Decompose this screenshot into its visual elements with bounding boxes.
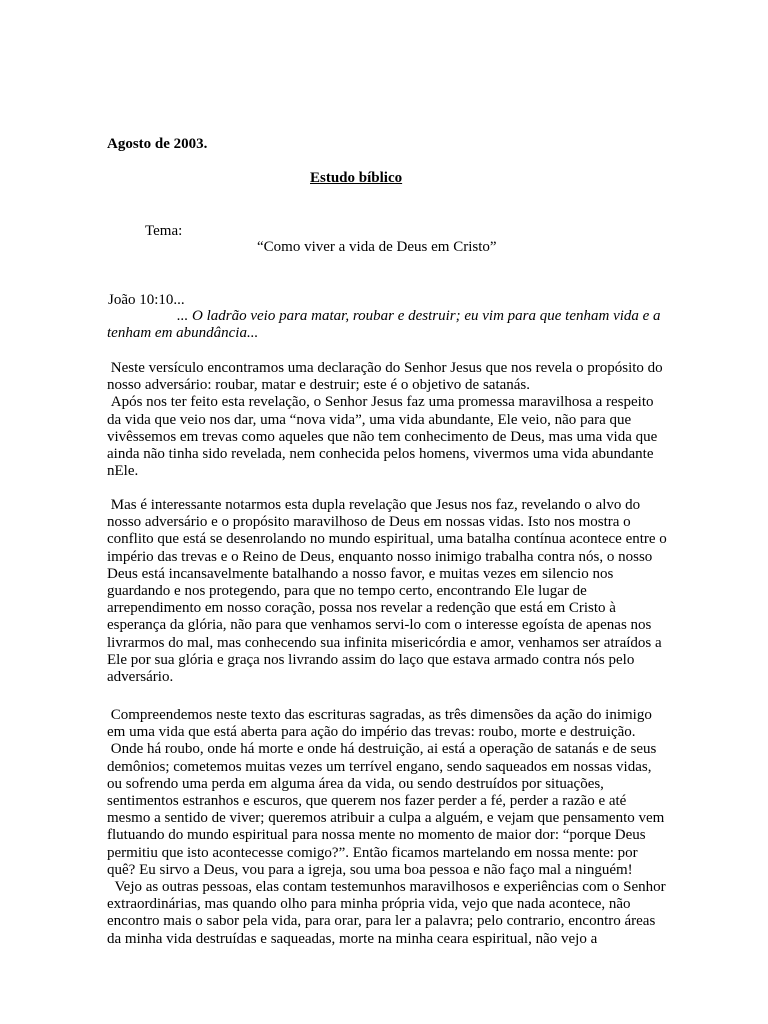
paragraph-text: Mas é interessante notarmos esta dupla revelação que Jesus nos faz, revelando o alvo do nosso adversário e o propósito maravilhoso de Deus em nossas vidas. Isto nos mostra o conflito que está se desenrolando no mundo espiritual, uma batalha contínua acontece entre o império das trevas e o Reino de Deus, enquanto nosso inimigo trabalha contra nós, o nosso Deus está incansavelmente batalhando a nosso favor, e muitas vezes em silencio nos guardando e nos protegendo, para que no tempo certo, encontrando Ele lugar de arrependimento em nosso coração, possa nos revelar a redenção que está em Cristo à esperança da glória, não para que venhamos servi-lo com o interesse egoísta de apenas nos livrarmos do mal, mas conhecendo sua infinita misericórdia e amor, venhamos ser atraídos a Ele por sua glória e graça nos livrando assim do laço que estava armado contra nós pelo adversário. [107, 497, 671, 686]
paragraph-text: Compreendemos neste texto das escrituras sagradas, as três dimensões da ação do inimigo em uma vida que está aberta para ação do império das trevas: roubo, morte e destruição. Onde há roubo, onde há morte e onde há destruição, ai está a operação de satanás e de seus demônios; cometemos muitas vezes um terrível engano, sendo saqueados em nossas vidas, ou sofrendo uma perda em alguma área da vida, ou sendo destruídos por situações, sentimentos estranhos e escuros, que querem nos fazer perder a fé, perder a razão e até mesmo a sentido de viver; queremos atribuir a culpa a alguém, e vejam que pensamento vem flutuando do mundo espiritual para nossa mente no momento de maior dor: “porque Deus permitiu que isto acontecesse comigo?”. Então ficamos martelando em nossa mente: por quê? Eu sirvo a Deus, vou para a igreja, sou uma boa pessoa e não faço mal a ninguém! Vejo as outras pessoas, elas contam testemunhos maravilhosos e experiências com o Senhor extraordinárias, mas quando olho para minha própria vida, vejo que nada acontece, não encontro mais o sabor pela vida, para orar, para ler a palavra; pelo contrario, encontro áreas da minha vida destruídas e saqueadas, morte na minha ceara espiritual, não vejo a [107, 707, 666, 947]
body-paragraph-2 [107, 497, 671, 686]
verse-quote [107, 308, 667, 342]
document-title: Estudo bíblico [310, 170, 403, 186]
theme-label: Tema: [145, 223, 183, 239]
paragraph-text: Neste versículo encontramos uma declaração do Senhor Jesus que nos revela o propósito do nosso adversário: roubar, matar e destruir; este é o objetivo de satanás. Após nos ter feito esta revelação, o Senhor Jesus faz uma promessa maravilhosa a respeito da vida que veio nos dar, uma “nova vida”, uma vida abundante, Ele veio, não para que vivêssemos em trevas como aqueles que não tem conhecimento de Deus, mas uma vida que ainda não tinha sido revelada, nem conhecida pelos homens, vivermos uma vida abundante nEle. [107, 360, 663, 480]
document-date: Agosto de 2003. [107, 136, 208, 152]
body-paragraph-3 [107, 707, 667, 948]
body-paragraph-1 [107, 360, 667, 480]
verse-reference: João 10:10... [108, 292, 185, 308]
theme-text: “Como viver a vida de Deus em Cristo” [257, 239, 497, 255]
verse-quote-text: ... O ladrão veio para matar, roubar e destruir; eu vim para que tenham vida e a tenham em abundância... [107, 308, 661, 341]
